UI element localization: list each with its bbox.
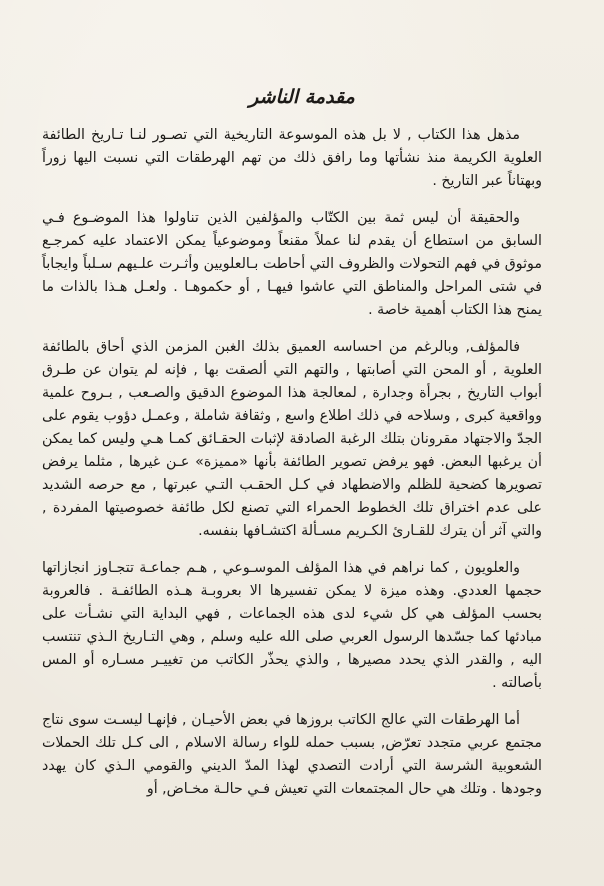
page-title: مقدمة الناشر	[249, 86, 355, 108]
paragraph-1: مذهل هذا الكتاب , لا بل هذه الموسوعة التاريخية التي تصـور لنـا تـاريخ الطائفة العلوية الكريمة منذ نشأتها وما رافق ذلك من تهم الهرطقات التي نسبت اليها زوراً وبهتاناً عبر التاريخ .	[42, 127, 542, 189]
paragraph-5: أما الهرطقات التي عالج الكاتب بروزها في بعض الأحيـان , فإنهـا ليسـت سوى نتاج مجتمع عربي متجدد تعرّض, بسبب حمله للواء رسالة الاسلام , الى كـل تلك الحملات الشعوبية الشرسة التي أرادت التصدي لهذا المدّ الديني والقومي الـذي كان يهدد وجودها . وتلك هي حال المجتمعات التي تعيش فـي حالـة مخـاض, أو	[42, 712, 542, 797]
paragraph-3: فالمؤلف, وبالرغم من احساسه العميق بذلك الغبن المزمن الذي أحاق بالطائفة العلوية , أو المحن التي أصابتها , والتهم التي ألصقت بها , فإنه لم يتوان عن طـرق أبواب التاريخ , بجرأة وجدارة , لمعالجة هذا الموضوع الدقيق والصـعب , بـروح علمية وواقعية كبرى , وسلاحه في ذلك اطلاع واسع , وثقافة شاملة , وعمـل دؤوب يقوم على الجدّ والاجتهاد مقرونان بتلك الرغبة الصادقة لإثبات الحقـائق كمـا هـي وليس كما يمكن أن يرغبها البعض. فهو يرفض تصوير الطائفة بأنها «مميزة» عـن غيرها , مثلما يرفض تصويرها كضحية للظلم والاضطهاد في كـل الحقـب التـي عبرتها , مع حرصه الشديد على عدم اختراق تلك الخطوط الحمراء التي تصنع لكل طائفة خصوصيتها المفردة , والتي آثر أن يترك للقـارئ الكـريم مسـألة اكتشـافها بنفسه.	[42, 339, 542, 539]
paragraph-2: والحقيقة أن ليس ثمة بين الكتّاب والمؤلفين الذين تناولوا هذا الموضـوع فـي السابق من استطاع أن يقدم لنا عملاً مقنعاً وموضوعياً يمكن الاعتماد عليه كمرجـع موثوق في فهم التحولات والظروف التي أحاطت بـالعلويين وأثـرت علـيهم سـلباً وايجاباً في شتى المراحل والمناطق التي عاشوا فيهـا , أو حكموهـا . ولعـل هـذا بالذات ما يمنح هذا الكتاب أهمية خاصة .	[42, 210, 542, 318]
page-body	[42, 124, 542, 801]
paragraph-4: والعلويون , كما نراهم في هذا المؤلف الموسـوعي , هـم جماعـة تتجـاوز انجازاتها حجمها العددي. وهذه ميزة لا يمكن تفسيرها الا بعروبـة هـذه الطائفـة . فالعروبة بحسب المؤلف هي كل شيء لدى هذه الجماعات , فهي البداية التي نشـأت على مبادئها كما جسّدها الرسول العربي صلى الله عليه وسلم , وهي التـاريخ الـذي تنتسب اليه , والقدر الذي يحدد مصيرها , والذي يحذّر الكاتب من تغييـر مسـاره أو المس بأصالته .	[42, 560, 542, 691]
